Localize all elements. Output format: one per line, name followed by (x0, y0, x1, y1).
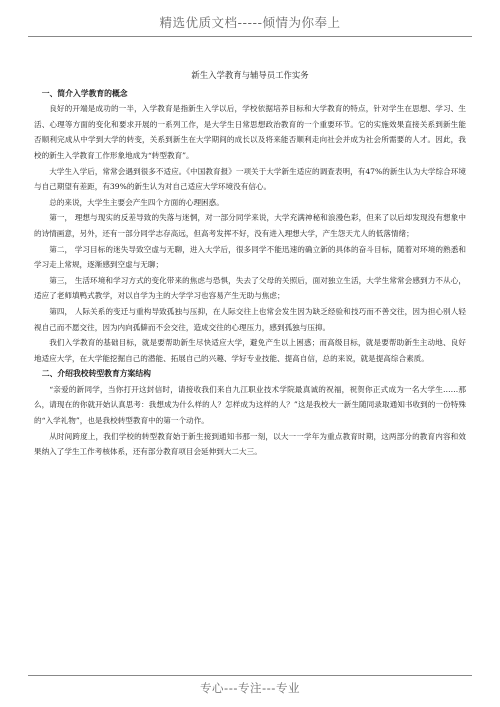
paragraph: 总的来说，大学生主要会产生四个方面的心理困惑。 (49, 197, 224, 207)
header-divider (28, 36, 472, 37)
paragraph: 从时间跨度上，我们学校的转型教育始于新生接到通知书那一刻，以大一一学年为重点教育时期，这两部分的教育内容和效果纳入了学生工作考核体系，还有部分教育项目会延伸到大二大三。 (34, 431, 466, 457)
document-title: 新生入学教育与辅导员工作实务 (191, 70, 309, 80)
paragraph: “亲爱的新同学，当你打开这封信时，请接收我们来自九江职业技术学院最真诚的祝福，祝贺你正式成为一名大学生……那么，请现在的你就开始认真思考：我想成为什么样的人？怎样成为这样的人？”这是我校大一新生随同录取通知书收到的一份特殊的“入学礼物”，也是我校转型教育中的第一个动作。 (34, 384, 466, 426)
paragraph: 第三， 生活环境和学习方式的变化带来的焦虑与恐惧，失去了父母的关照后，面对独立生活，大学生常常会感到力不从心，适应了老师填鸭式教学，对以自学为主的大学学习也容易产生无助与焦虑； (34, 275, 466, 301)
paragraph: 我们入学教育的基础目标，就是要帮助新生尽快适应大学，避免产生以上困惑；而高级目标，就是要帮助新生主动地、良好地适应大学，在大学能挖掘自己的潜能、拓展自己的兴趣、学好专业技能、提高自信，总的来说，就是提高综合素质。 (34, 338, 466, 363)
paragraph: 第四， 人际关系的变迁与重构导致孤独与压抑，在人际交往上也常会发生因为缺乏经验和技巧而不善交往，因为担心别人轻视自己而不愿交往，因为内向孤僻而不会交往，造成交往的心理压力，感到孤独与压抑。 (34, 306, 466, 332)
document-body (34, 68, 466, 460)
section-heading-1: 一、简介入学教育的概念 (41, 88, 128, 98)
paragraph: 大学生入学后，常常会遇到很多不适应。《中国教育报》一项关于大学新生适应的调查表明，有47%的新生认为大学综合环境与自己期望有差距，有39%的新生认为对自己适应大学环境没有信心。 (34, 166, 466, 192)
section-heading-2: 二、介绍我校转型教育方案结构 (41, 369, 151, 379)
page-header: 精选优质文档-----倾情为你奉上 (159, 15, 341, 30)
footer-divider (28, 675, 472, 676)
page-footer: 专心---专注---专业 (200, 681, 300, 695)
paragraph: 第二， 学习目标的迷失导致空虚与无聊，进入大学后，很多同学不能迅速的确立新的具体的奋斗目标，随着对环境的熟悉和学习走上常规，逐渐感到空虚与无聊； (34, 244, 466, 270)
paragraph: 良好的开端是成功的一半，入学教育是指新生入学以后，学校依据培养目标和大学教育的特点，针对学生在思想、学习、生活、心理等方面的变化和要求开展的一系列工作，是大学生日常思想政治教育的一个重要环节。它的实施效果直接关系到新生能否顺利完成从中学到大学的转变，关系到新生在大学期间的成长以及将来能否顺利走向社会并成为社会所需要的人才。因此，我校的新生入学教育工作形象地成为“转型教育”。 (34, 104, 466, 160)
paragraph: 第一， 理想与现实的反差导致的失落与迷惘，对一部分同学来说，大学充满神秘和浪漫色彩，但来了以后却发现没有想象中的诗情画意，另外，还有一部分同学志存高远，但高考发挥不好，没有进入理想大学，产生怨天尤人的低落情绪； (34, 213, 466, 238)
